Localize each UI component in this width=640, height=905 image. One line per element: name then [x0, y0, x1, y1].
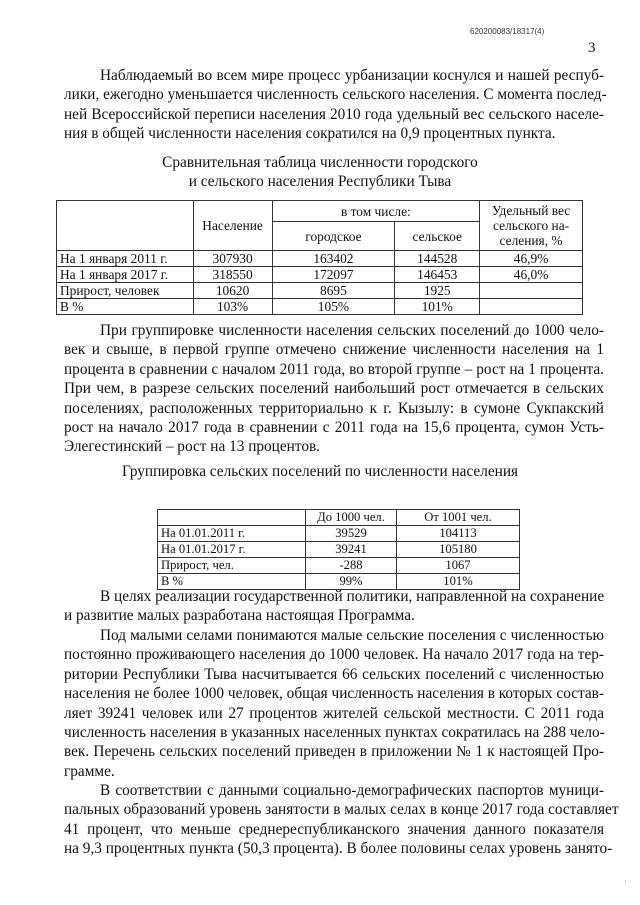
table2-header-over-1001: От 1001 чел. [397, 510, 520, 526]
text-line: рост на начало 2017 года в сравнении с 2011 года на 15,6 процента, сумон Усть- [64, 418, 604, 436]
table1-header-including: в том числе: [272, 201, 480, 222]
table-cell: 39241 [306, 541, 397, 557]
text-line: ней Всероссийской переписи населения 2010 года удельный вес сельского населе- [64, 105, 604, 123]
row-label: На 01.01.2017 г. [158, 541, 306, 557]
table1-caption-line: и сельского населения Республики Тыва [188, 173, 452, 190]
table-cell: 46,9% [480, 251, 583, 267]
table1-header-empty [57, 201, 194, 251]
text-line: постоянно проживающего населения до 1000 человек. На начало 2017 года на тер- [64, 646, 604, 664]
table-cell [480, 283, 583, 299]
paragraph-employment [64, 781, 619, 859]
table2-header-empty [158, 510, 306, 526]
table-cell: 39529 [306, 525, 397, 541]
table-cell: 104113 [397, 525, 520, 541]
text-line: ляет 39241 человек или 27 процентов жителей сельской местности. С 2011 года [64, 704, 604, 722]
text-line: и развитие малых разработана настоящая Программа. [64, 607, 415, 625]
page-number: 3 [588, 40, 596, 56]
table-cell: 105180 [397, 541, 520, 557]
margin-mark: · [624, 876, 627, 886]
text-line: Под малыми селами понимаются малые сельские поселения с численностью [100, 627, 604, 644]
document-id: 620200083/18317(4) [470, 27, 545, 36]
table-cell: 1925 [395, 283, 480, 299]
row-label: Прирост, чел. [158, 557, 306, 573]
table-cell: 307930 [193, 251, 272, 267]
table1-caption [0, 153, 640, 191]
table1-header-population: Население [193, 201, 272, 251]
row-label: Прирост, человек [57, 283, 194, 299]
text-line: ния в общей численности населения сократился на 0,9 процентных пункта. [64, 125, 556, 143]
table-cell: 8695 [272, 283, 395, 299]
table-cell [480, 299, 583, 315]
paragraph-grouping [64, 321, 604, 457]
text-line: грамме. [64, 762, 115, 780]
table-cell: 105% [272, 299, 395, 315]
paragraph-small-villages [64, 626, 604, 781]
text-line: численность населения в указанных населенных пунктах сократилась на 288 чело- [64, 723, 605, 741]
text-line: населения не более 1000 человек, общая численность населения в которых состав- [64, 685, 604, 703]
table-cell: 1067 [397, 557, 520, 573]
table-cell: 101% [395, 299, 480, 315]
paragraph-urbanization [64, 66, 607, 144]
table-row [57, 299, 583, 315]
table-cell: 46,0% [480, 267, 583, 283]
table-cell: -288 [306, 557, 397, 573]
text-line: Элегестинский – рост на 13 процентов. [64, 438, 321, 456]
table1-header-share: Удельный вес сельского на-селения, % [480, 201, 583, 251]
table-row [57, 251, 583, 267]
table-cell: 103% [193, 299, 272, 315]
text-line: При чем, в разрезе сельских поселений наибольший рост отмечается в сельских [64, 380, 604, 398]
text-line: век. Перечень сельских поселений приведен в приложении № 1 к настоящей Про- [64, 743, 604, 761]
table1-header-rural: сельское [395, 222, 480, 251]
table-cell: 144528 [395, 251, 480, 267]
text-line: 41 процент, что меньше среднереспубликанского значения данного показателя [64, 820, 604, 838]
table-row [158, 541, 520, 557]
table-cell: 99% [306, 573, 397, 589]
table-cell: 10620 [193, 283, 272, 299]
text-line: лики, ежегодно уменьшается численность сельского населения. С момента послед- [64, 86, 607, 104]
text-line: процента в сравнении с началом 2011 года, во второй группе – рост на 1 процента. [64, 360, 604, 378]
table-row [158, 525, 520, 541]
row-label: На 01.01.2011 г. [158, 525, 306, 541]
table-cell: 101% [397, 573, 520, 589]
table-cell: 146453 [395, 267, 480, 283]
text-line: на 9,3 процентных пункта (50,3 процента). В более половины селах уровень занято- [64, 840, 613, 858]
paragraph-program-goal [64, 587, 604, 626]
table-cell: 163402 [272, 251, 395, 267]
row-label: На 1 января 2017 г. [57, 267, 194, 283]
text-line: Наблюдаемый во всем мире процесс урбанизации коснулся и нашей респуб- [100, 67, 604, 84]
table1-header-urban: городское [272, 222, 395, 251]
population-comparison-table [56, 200, 583, 315]
table1-caption-line: Сравнительная таблица численности городского [162, 154, 478, 171]
table-row [57, 267, 583, 283]
text-line: пальных образований уровень занятости в малых селах в конце 2017 года составляет [64, 801, 619, 819]
text-line: В соответствии с данными социально-демографических паспортов муници- [100, 782, 604, 799]
table-cell: 172097 [272, 267, 395, 283]
text-line: поселениях, расположенных территориально к г. Кызылу: в сумоне Сукпакский [64, 399, 604, 417]
table-row [158, 557, 520, 573]
text-line: При группировке численности населения сельских поселений до 1000 чело- [100, 322, 604, 339]
table-cell: 318550 [193, 267, 272, 283]
row-label: В % [158, 573, 306, 589]
text-line: век и свыше, в первой группе отмечено снижение численности населения на 1 [64, 341, 604, 359]
table-row [57, 283, 583, 299]
table2-caption: Группировка сельских поселений по численности населения [121, 463, 519, 480]
table2-header-under-1000: До 1000 чел. [306, 510, 397, 526]
text-line: В целях реализации государственной политики, направленной на сохранение [100, 588, 605, 605]
text-line: ритории Республики Тыва насчитывается 66 сельских поселений с численностью [64, 665, 604, 683]
row-label: На 1 января 2011 г. [57, 251, 194, 267]
row-label: В % [57, 299, 194, 315]
settlement-grouping-table [157, 509, 520, 590]
